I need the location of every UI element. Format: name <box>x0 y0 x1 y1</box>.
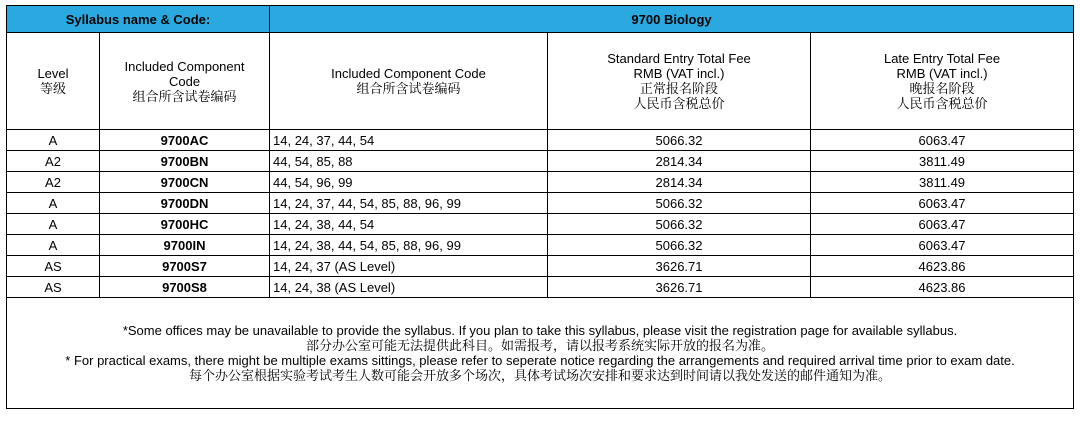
components-cell: 14, 24, 37, 44, 54, 85, 88, 96, 99 <box>270 193 548 214</box>
late-fee-cell: 3811.49 <box>811 172 1074 193</box>
col-standard-header-line: 正常报名阶段 <box>640 81 719 96</box>
component-code-cell: 9700DN <box>100 193 270 214</box>
table-row <box>7 151 1074 172</box>
component-code-cell: 9700IN <box>100 235 270 256</box>
table-row <box>7 277 1074 298</box>
col-level-header-line: 等级 <box>39 81 66 96</box>
col-code-header-line: Code <box>168 73 201 89</box>
col-standard-header-line: Standard Entry Total Fee <box>607 51 751 66</box>
level-cell: AS <box>7 277 100 298</box>
level-cell: A2 <box>7 172 100 193</box>
level-cell: A <box>7 235 100 256</box>
level-cell: A2 <box>7 151 100 172</box>
component-code-cell: 9700BN <box>100 151 270 172</box>
component-code-cell: 9700S7 <box>100 256 270 277</box>
table-row <box>7 172 1074 193</box>
late-fee-cell: 6063.47 <box>811 193 1074 214</box>
standard-fee-cell: 2814.34 <box>548 151 811 172</box>
standard-fee-cell: 2814.34 <box>548 172 811 193</box>
components-cell: 14, 24, 37 (AS Level) <box>270 256 548 277</box>
note-availability-zh: 部分办公室可能无法提供此科目。如需报考，请以报考系统实际开放的报名为准。 <box>306 338 775 353</box>
notes-cell <box>7 298 1074 409</box>
note-availability-en: *Some offices may be unavailable to provide the syllabus. If you plan to take this syllabus, please visit the registration page for available syllabus. <box>122 323 958 338</box>
component-code-cell: 9700HC <box>100 214 270 235</box>
fee-table <box>6 5 1074 409</box>
late-fee-cell: 3811.49 <box>811 151 1074 172</box>
fee-sheet <box>6 5 1073 425</box>
table-row <box>7 130 1074 151</box>
col-standard-header-line: 人民币含税总价 <box>633 96 725 111</box>
level-cell: A <box>7 130 100 151</box>
level-cell: A <box>7 193 100 214</box>
col-late-header-line: 人民币含税总价 <box>896 96 988 111</box>
note-practical-zh: 每个办公室根据实验考试考生人数可能会开放多个场次，具体考试场次安排和要求达到时间请以我处发送的邮件通知为准。 <box>189 368 892 383</box>
late-fee-cell: 6063.47 <box>811 130 1074 151</box>
late-fee-cell: 4623.86 <box>811 256 1074 277</box>
col-late-header-line: 晚报名阶段 <box>909 81 975 96</box>
col-late-fee-header <box>811 33 1074 130</box>
col-component-code-short-header <box>100 33 270 130</box>
notes-row <box>7 298 1074 409</box>
col-standard-fee-header <box>548 33 811 130</box>
components-cell: 14, 24, 37, 44, 54 <box>270 130 548 151</box>
standard-fee-cell: 3626.71 <box>548 277 811 298</box>
syllabus-label: Syllabus name & Code: <box>7 6 270 33</box>
components-cell: 14, 24, 38 (AS Level) <box>270 277 548 298</box>
col-level-header-line: Level <box>37 66 69 81</box>
col-late-header-line: Late Entry Total Fee <box>883 51 1001 66</box>
component-code-cell: 9700AC <box>100 130 270 151</box>
table-row <box>7 214 1074 235</box>
syllabus-header-row <box>7 6 1074 33</box>
table-row <box>7 256 1074 277</box>
col-code-header-line: 组合所含试卷编码 <box>132 88 237 104</box>
col-components-header-line: Included Component Code <box>331 66 486 81</box>
standard-fee-cell: 5066.32 <box>548 130 811 151</box>
col-late-header-line: RMB (VAT incl.) <box>896 66 988 81</box>
late-fee-cell: 4623.86 <box>811 277 1074 298</box>
table-row <box>7 193 1074 214</box>
standard-fee-cell: 5066.32 <box>548 214 811 235</box>
col-code-header-line: Included Component <box>124 58 245 74</box>
col-components-header-line: 组合所含试卷编码 <box>356 81 461 96</box>
components-cell: 44, 54, 96, 99 <box>270 172 548 193</box>
note-practical-en: * For practical exams, there might be multiple exams sittings, please refer to seperate notice regarding the arrangements and required arrival time prior to exam date. <box>65 353 1015 368</box>
syllabus-name: 9700 Biology <box>270 6 1074 33</box>
component-code-cell: 9700CN <box>100 172 270 193</box>
level-cell: A <box>7 214 100 235</box>
column-header-row <box>7 33 1074 130</box>
col-standard-header-line: RMB (VAT incl.) <box>633 66 725 81</box>
late-fee-cell: 6063.47 <box>811 235 1074 256</box>
components-cell: 14, 24, 38, 44, 54 <box>270 214 548 235</box>
standard-fee-cell: 5066.32 <box>548 235 811 256</box>
col-component-code-header <box>270 33 548 130</box>
table-row <box>7 235 1074 256</box>
col-level-header <box>7 33 100 130</box>
standard-fee-cell: 3626.71 <box>548 256 811 277</box>
components-cell: 44, 54, 85, 88 <box>270 151 548 172</box>
component-code-cell: 9700S8 <box>100 277 270 298</box>
components-cell: 14, 24, 38, 44, 54, 85, 88, 96, 99 <box>270 235 548 256</box>
late-fee-cell: 6063.47 <box>811 214 1074 235</box>
level-cell: AS <box>7 256 100 277</box>
standard-fee-cell: 5066.32 <box>548 193 811 214</box>
